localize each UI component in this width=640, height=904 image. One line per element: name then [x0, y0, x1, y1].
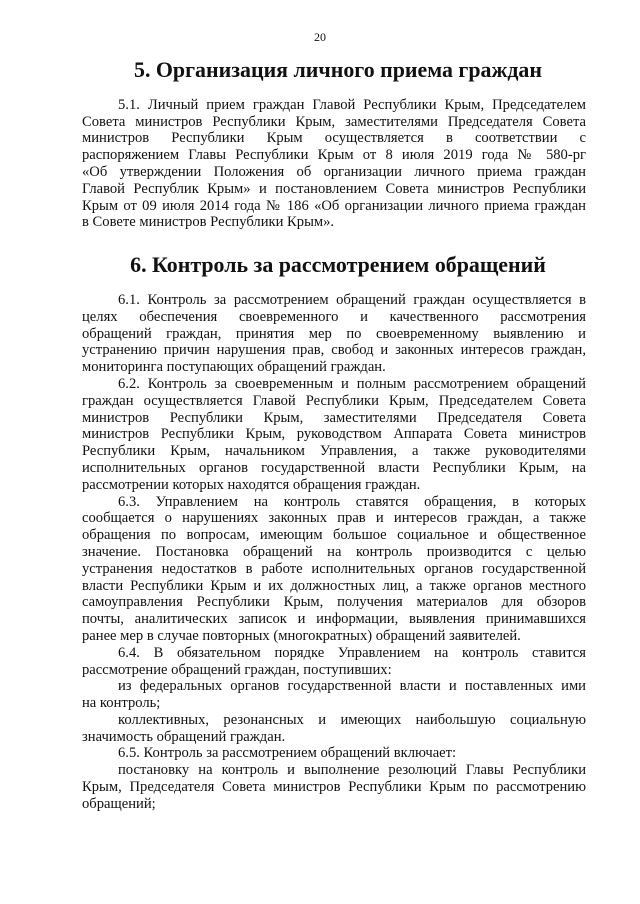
- text-line: исполнительных органов государственной власти Республики Крым, на: [82, 459, 586, 476]
- text-line: устранению причин нарушения прав, свобод и законных интересов граждан,: [82, 342, 586, 359]
- text-line: граждан осуществляется Главой Республики Крым, Председателем Совета: [82, 392, 586, 409]
- text-line: обращений;: [82, 795, 156, 812]
- text-line: 6.2. Контроль за своевременным и полным рассмотрением обращений: [118, 375, 586, 392]
- paragraph-6-4-item-collective: [82, 712, 586, 746]
- paragraph-5-1: [82, 97, 586, 231]
- text-line: обращения по вопросам, имеющим большое социальное и общественное: [82, 527, 586, 544]
- text-line: Крым от 09 июля 2014 года № 186 «Об организации личного приема граждан: [82, 197, 586, 214]
- paragraph-6-5: [82, 745, 586, 762]
- text-line: в Совете министров Республики Крым».: [82, 214, 335, 231]
- text-line: власти Республики Крым и их должностных лиц, а также органов местного: [82, 577, 586, 594]
- text-line: 6.1. Контроль за рассмотрением обращений граждан осуществляется в: [118, 291, 586, 308]
- text-line: министров Республики Крым осуществляется в соответствии с: [82, 130, 586, 147]
- paragraph-6-4-item-federal: [82, 678, 586, 712]
- paragraph-6-1: [82, 292, 586, 376]
- document-body: [82, 57, 586, 813]
- text-line: 6.4. В обязательном порядке Управлением на контроль ставится: [118, 644, 586, 661]
- text-line: министров Республики Крым, руководством Аппарата Совета министров: [82, 426, 586, 443]
- text-line: устранения недостатков в работе исполнительных органов государственной: [82, 560, 586, 577]
- text-line: 6.3. Управлением на контроль ставятся обращения, в которых: [118, 493, 586, 510]
- text-line: 5.1. Личный прием граждан Главой Республики Крым, Председателем: [118, 96, 586, 113]
- text-line: Главой Республик Крым» и постановлением Совета министров Республики: [82, 180, 586, 197]
- text-line: 6.5. Контроль за рассмотрением обращений включает:: [118, 745, 457, 762]
- text-line: Совета министров Республики Крым, заместителями Председателя Совета: [82, 113, 586, 130]
- text-line: почты, аналитических записок и информации, выявления принимавшихся: [82, 611, 586, 628]
- text-line: сообщается о нарушениях законных прав и интересов граждан, а также: [82, 510, 586, 527]
- section-6-heading: 6. Контроль за рассмотрением обращений: [130, 252, 546, 278]
- text-line: мониторинга поступающих обращений граждан.: [82, 359, 386, 376]
- text-line: постановку на контроль и выполнение резолюций Главы Республики: [118, 762, 586, 779]
- text-line: рассмотрение обращений граждан, поступивших:: [82, 661, 392, 678]
- paragraph-6-4: [82, 645, 586, 679]
- paragraph-6-3: [82, 494, 586, 645]
- text-line: распоряжением Главы Республики Крым от 8 июля 2019 года № 580-рг: [82, 147, 586, 164]
- paragraph-6-5-item-resolutions: [82, 762, 586, 812]
- text-line: значение. Постановка обращений на контроль производится с целью: [82, 543, 586, 560]
- text-line: Республики Крым, начальником Управления, а также руководителями: [82, 443, 586, 460]
- text-line: министров Республики Крым, заместителями Председателя Совета: [82, 409, 586, 426]
- text-line: ранее мер в случае повторных (многократных) обращений заявителей.: [82, 627, 521, 644]
- text-line: Крым, Председателя Совета министров Республики Крым по рассмотрению: [82, 779, 586, 796]
- text-line: значимость обращений граждан.: [82, 728, 286, 745]
- text-line: из федеральных органов государственной власти и поставленных ими: [118, 678, 586, 695]
- text-line: на контроль;: [82, 695, 161, 712]
- text-line: рассмотрении которых находятся обращения граждан.: [82, 476, 421, 493]
- text-line: коллективных, резонансных и имеющих наибольшую социальную: [118, 711, 586, 728]
- text-line: самоуправления Республики Крым, получения материалов для обзоров: [82, 594, 586, 611]
- section-5-heading: 5. Организация личного приема граждан: [134, 57, 542, 82]
- paragraph-6-2: [82, 376, 586, 494]
- text-line: целях обеспечения своевременного и качественного рассмотрения: [82, 308, 586, 325]
- page-number: 20: [314, 30, 326, 44]
- text-line: «Об утверждении Положения об организации личного приема граждан: [82, 163, 586, 180]
- text-line: обращений граждан, принятия мер по своевременному выявлению и: [82, 325, 586, 342]
